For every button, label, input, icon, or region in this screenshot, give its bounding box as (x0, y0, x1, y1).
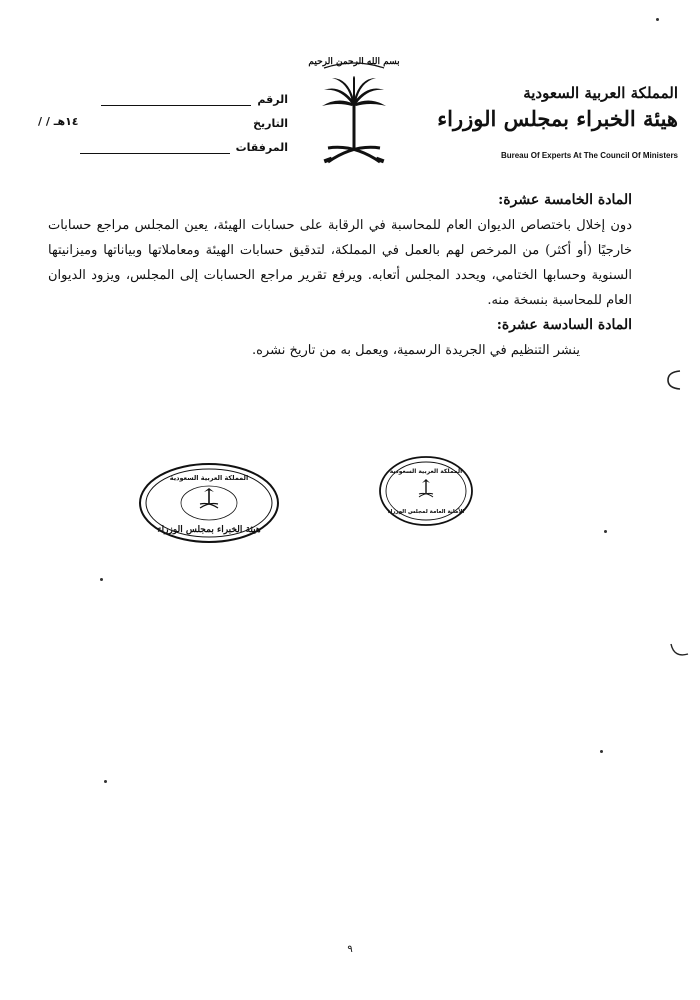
secretariat-seal (378, 455, 474, 527)
article-16-text: ينشر التنظيم في الجريدة الرسمية، ويعمل به من تاريخ نشره. (251, 343, 580, 358)
margin-bracket-mark (664, 368, 686, 392)
svg-text:بسم الله الرحمن الرحيم: بسم الله الرحمن الرحيم (308, 57, 400, 67)
seal-emblem-icon (200, 488, 218, 508)
svg-text:الأمانة العامة لمجلس الوزراء: الأمانة العامة لمجلس الوزراء (387, 509, 465, 515)
attachments-label: المرفقات (235, 141, 288, 154)
attachments-line (80, 143, 230, 154)
page-number: ٩ (347, 944, 353, 955)
number-field (38, 88, 288, 106)
kingdom-title: المملكة العربية السعودية (523, 84, 678, 102)
date-value: / / ١٤هـ (38, 115, 79, 128)
article-15-text: دون إخلال باختصاص الديوان العام للمحاسبة في الرقابة على حسابات الهيئة، يعين المجلس مراجع حسابات خارجيًا (أو أكثر) من المرخص لهم بالعمل في المملكة، لتدقيق حسابات الهيئة ومعاملاتها وبياناتها وميزانيتها السنوية وحسابها الختامي، ويحدد المجلس أتعابه. ويرفع تقرير مراجع الحسابات إلى المجلس، ويزود الديوان العام للمحاسبة بنسخة منه. (48, 218, 632, 308)
article-15-heading: المادة الخامسة عشرة: (498, 192, 632, 208)
speck (600, 750, 603, 753)
bureau-seal (138, 462, 280, 544)
attachments-field (38, 136, 288, 154)
article-16-heading: المادة السادسة عشرة: (496, 317, 632, 333)
svg-text:المملكة العربية السعودية: المملكة العربية السعودية (389, 468, 463, 475)
bismillah-calligraphy (308, 44, 400, 74)
bureau-arabic-name: هيئة الخبراء بمجلس الوزراء (437, 106, 678, 131)
svg-text:المملكة العربية السعودية: المملكة العربية السعودية (169, 474, 249, 482)
number-line (101, 95, 251, 106)
speck (656, 18, 659, 21)
speck (104, 780, 107, 783)
margin-curve-mark (668, 640, 692, 662)
date-field (38, 112, 288, 130)
speck (100, 578, 103, 581)
bureau-english-name: Bureau Of Experts At The Council Of Ministers (500, 151, 678, 160)
date-label: التاريخ (253, 117, 288, 130)
palm-and-swords-icon (318, 74, 390, 174)
seal-emblem-icon (419, 479, 433, 497)
document-body (48, 188, 632, 363)
speck (604, 530, 607, 533)
svg-text:هيئة الخبراء بمجلس الوزراء: هيئة الخبراء بمجلس الوزراء (157, 525, 261, 535)
saudi-emblem (308, 44, 400, 172)
number-label: الرقم (257, 93, 288, 106)
